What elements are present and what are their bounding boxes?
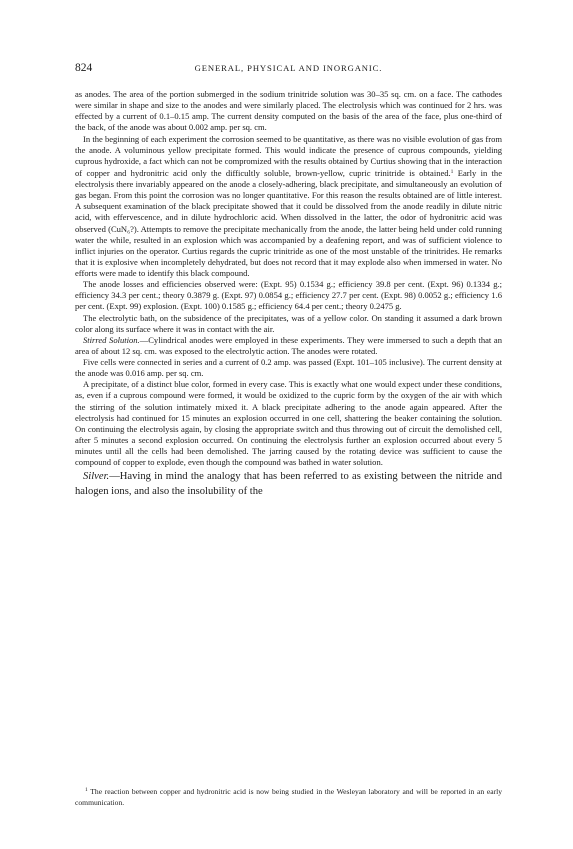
- paragraph-silver: [75, 470, 502, 499]
- section-heading-silver: Silver.: [83, 471, 110, 483]
- footnote-reference: 1: [450, 168, 454, 175]
- paragraph-five-cells: Five cells were connected in series and a current of 0.2 amp. was passed (Expt. 101–105 inclusive). The current density at the anode was 0.016 amp. per sq. cm.: [75, 357, 502, 379]
- corrosion-text-part-1: In the beginning of each experiment the corrosion seemed to be quantitative, as there was no visible evolution of gas from the anode. A voluminous yellow precipitate formed. This would indicate the presence of cuprous compounds, yielding cuprous hydroxide, a fact which can not be compromized with the results obtained by Curtius showing that in the interaction of copper and hydronitric acid only the difficultly soluble, brown-yellow, cupric trinitride is obtained.: [75, 133, 502, 178]
- section-heading-stirred-solution: Stirred Solution.: [83, 334, 140, 345]
- page-header: [75, 62, 502, 76]
- paragraph-precipitate: A precipitate, of a distinct blue color, formed in every case. This is exactly what one would expect under these conditions, as, even if a cuprous compound were formed, it would be oxidized to the cupric form by the oxygen of the air with which the stirring of the solution intimately mixed it. A black precipitate adhering to the anode again appeared. After the electrolysis had continued for 15 minutes an explosion occurred in one cell, shattering the beaker containing the solution. On continuing the electrolysis again, by closing the appropriate switch and thus throwing out of circuit the demolished cell, after 5 minutes a second explosion occurred. On continuing the electrolysis further an explosion occurred about every 5 minutes until all the cells had been demolished. The jarring caused by the rotating device was sufficient to cause the compound of copper to explode, even though the compound was bathed in water solution.: [75, 379, 502, 468]
- stirred-solution-text: —Cylindrical anodes were employed in these experiments. They were immersed to such a depth that an area of about 12 sq. cm. was exposed to the electrolytic action. The anodes were rotated.: [75, 334, 502, 356]
- paragraph-anode-losses: The anode losses and efficiencies observed were: (Expt. 95) 0.1534 g.; efficiency 39.8 per cent. (Expt. 96) 0.1334 g.; efficiency 34.3 per cent.; theory 0.3879 g. (Expt. 97) 0.0854 g.; efficiency 27.7 per cent. (Expt. 98) 0.0052 g.; efficiency 1.6 per cent. (Expt. 99) explosion. (Expt. 100) 0.1585 g.; efficiency 64.4 per cent.; theory 0.2475 g.: [75, 279, 502, 312]
- paragraph-stirred-solution: [75, 335, 502, 357]
- article-body: [75, 89, 502, 499]
- paragraph-bath-color: The electrolytic bath, on the subsidence of the precipitates, was of a yellow color. On standing it assumed a dark brown color along its surface where it was in contact with the air.: [75, 312, 502, 334]
- footnote-mark: 1: [85, 787, 88, 793]
- paragraph-corrosion: [75, 134, 502, 280]
- corrosion-text-part-2: Early in the electrolysis there invariably appeared on the anode a closely-adhering, black precipitate, and simultaneously an evolution of gas began. From this point the corrosion was no longer quantitative. For this reason the results obtained are of little interest. A subsequent examination of the black precipitate showed that it could be dissolved from the anode readily in dilute nitric acid, with effervescence, and in dilute hydrochloric acid. When dissolved in the latter, the odor of hydronitric acid was observed (CuN₆?). Attempts to remove the precipitate mechanically from the anode, the latter being held under cold running water the while, resulted in an explosion which was accompanied by a deafening report, and was of sufficient violence to inflict injuries on the operator. Curtius regards the cupric trinitride as one of the most unstable of the trinitrides. He remarks that it is explosive when incompletely dehydrated, but does not record that it may explode also when immersed in water. No efforts were made to identify this black compound.: [75, 167, 502, 278]
- footnote: [75, 785, 502, 808]
- running-head: GENERAL, PHYSICAL AND INORGANIC.: [194, 63, 383, 73]
- footnote-text: The reaction between copper and hydronitric acid is now being studied in the Wesleyan laboratory and will be reported in an early communication.: [75, 787, 503, 807]
- paragraph-anode-setup: as anodes. The area of the portion submerged in the sodium trinitride solution was 30–35 sq. cm. on a face. The cathodes were similar in shape and size to the anodes and were similarly placed. The electrolysis which was continued for 2 hrs. was effected by a current of 0.1–0.15 amp. The current density computed on the basis of the area of the face, plus one-third of the back, of the anode was about 0.002 amp. per sq. cm.: [75, 89, 502, 133]
- page-number: 824: [75, 62, 93, 74]
- silver-text: —Having in mind the analogy that has been referred to as existing between the nitride and halogen ions, and also the insolubility of the: [75, 471, 502, 497]
